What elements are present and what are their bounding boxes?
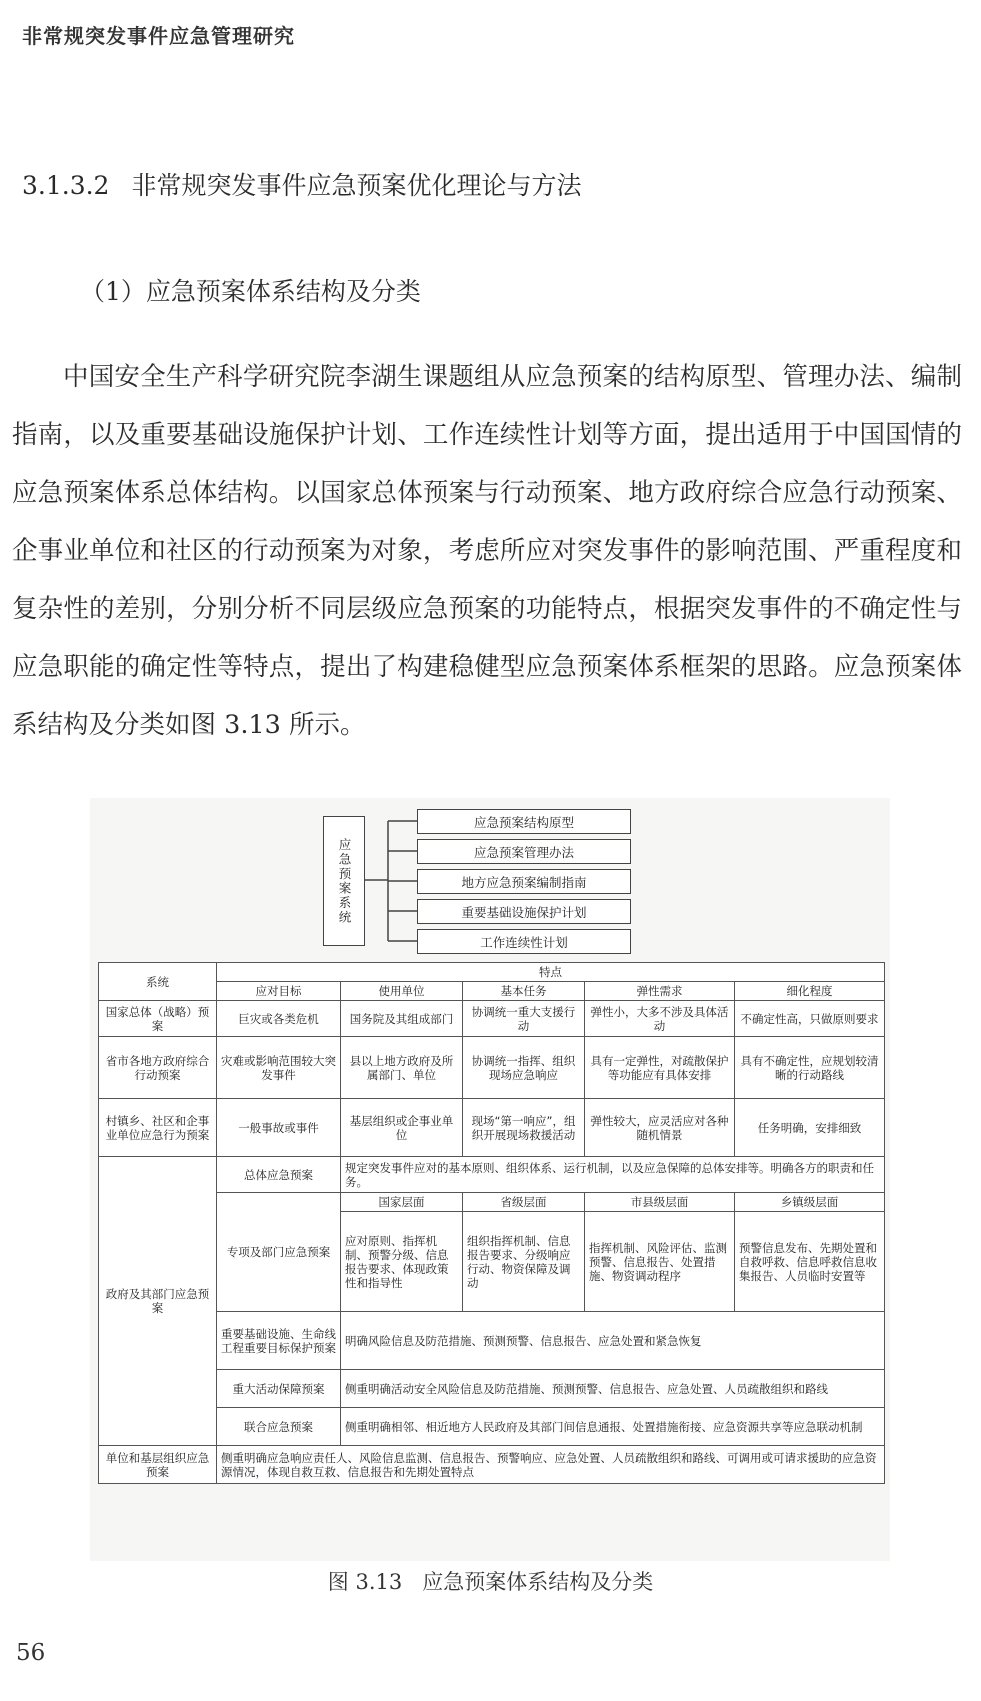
level-header: 市县级层面 [585, 1193, 735, 1212]
level-content: 应对原则、指挥机制、预警分级、信息报告要求、体现政策性和指导性 [341, 1212, 463, 1312]
table-cell: 巨灾或各类危机 [217, 1001, 341, 1037]
tree-child-box: 工作连续性计划 [417, 929, 631, 954]
table-row [99, 1037, 885, 1099]
column-header: 细化程度 [735, 982, 885, 1001]
column-header: 使用单位 [341, 982, 463, 1001]
level-content: 指挥机制、风险评估、监测预警、信息报告、处置措施、物资调动程序 [585, 1212, 735, 1312]
table-cell: 任务明确，安排细致 [735, 1099, 885, 1157]
level-header: 乡镇级层面 [735, 1193, 885, 1212]
table-cell: 协调统一指挥、组织现场应急响应 [463, 1037, 585, 1099]
tree-child-box: 地方应急预案编制指南 [417, 869, 631, 894]
section-title: 非常规突发事件应急预案优化理论与方法 [131, 171, 582, 200]
body-paragraph: 中国安全生产科学研究院李湖生课题组从应急预案的结构原型、管理办法、编制指南，以及重要基础设施保护计划、工作连续性计划等方面，提出适用于中国国情的应急预案体系总体结构。以国家总体预案与行动预案、地方政府综合应急行动预案、企事业单位和社区的行动预案为对象，考虑所应对突发事件的影响范围、严重程度和复杂性的差别，分别分析不同层级应急预案的功能特点，根据突发事件的不确定性与应急职能的确定性等特点，提出了构建稳健型应急预案体系框架的思路。应急预案体系结构及分类如图 3.13 所示。 [12, 362, 962, 740]
table-cell: 具有一定弹性，对疏散保护等功能应有具体安排 [585, 1037, 735, 1099]
column-header: 弹性需求 [585, 982, 735, 1001]
tree-child-box: 应急预案结构原型 [417, 809, 631, 834]
table-row [99, 1193, 885, 1212]
joint-plan-name: 联合应急预案 [217, 1408, 341, 1446]
level-content: 组织指挥机制、信息报告要求、分级响应行动、物资保障及调动 [463, 1212, 585, 1312]
row-system: 村镇乡、社区和企事业单位应急行为预案 [99, 1099, 217, 1157]
joint-plan-desc: 侧重明确相邻、相近地方人民政府及其部门间信息通报、处置措施衔接、应急资源共享等应急联动机制 [341, 1408, 885, 1446]
table-cell: 灾难或影响范围较大突发事件 [217, 1037, 341, 1099]
general-plan-desc: 规定突发事件应对的基本原则、组织体系、运行机制，以及应急保障的总体安排等。明确各方的职责和任务。 [341, 1157, 885, 1193]
general-plan-name: 总体应急预案 [217, 1157, 341, 1193]
table-row [99, 1099, 885, 1157]
figure-3-13 [90, 798, 890, 1561]
level-header: 国家层面 [341, 1193, 463, 1212]
subsection-heading: （1）应急预案体系结构及分类 [80, 277, 421, 306]
table-cell: 一般事故或事件 [217, 1099, 341, 1157]
table-cell: 具有不确定性，应规划较清晰的行动路线 [735, 1037, 885, 1099]
caption-number: 图 3.13 [327, 1570, 403, 1594]
caption-title: 应急预案体系结构及分类 [422, 1570, 654, 1594]
column-header: 基本任务 [463, 982, 585, 1001]
gov-plans-label: 政府及其部门应急预案 [99, 1157, 217, 1446]
row-system: 省市各地方政府综合行动预案 [99, 1037, 217, 1099]
page-number: 56 [16, 1640, 46, 1666]
section-heading [22, 166, 581, 202]
header-system: 系统 [99, 963, 217, 1001]
unit-plan-name: 单位和基层组织应急预案 [99, 1446, 217, 1484]
level-header: 省级层面 [463, 1193, 585, 1212]
classification-table [98, 962, 885, 1484]
table-row [99, 1001, 885, 1037]
table-cell: 现场“第一响应”，组织开展现场救援活动 [463, 1099, 585, 1157]
running-header: 非常规突发事件应急管理研究 [22, 24, 295, 48]
table-header-row [99, 963, 885, 982]
unit-plan-desc: 侧重明确应急响应责任人、风险信息监测、信息报告、预警响应、应急处置、人员疏散组织和路线、可调用或可请求援助的应急资源情况，体现自救互救、信息报告和先期处置特点 [217, 1446, 885, 1484]
level-content: 预警信息发布、先期处置和自救呼救、信息呼救信息收集报告、人员临时安置等 [735, 1212, 885, 1312]
column-header: 应对目标 [217, 982, 341, 1001]
special-plan-name: 专项及部门应急预案 [217, 1193, 341, 1312]
event-plan-desc: 侧重明确活动安全风险信息及防范措施、预测预警、信息报告、应急处置、人员疏散组织和路线 [341, 1370, 885, 1408]
table-cell: 县以上地方政府及所属部门、单位 [341, 1037, 463, 1099]
table-row [99, 1446, 885, 1484]
table-cell: 国务院及其组成部门 [341, 1001, 463, 1037]
table-row [99, 1312, 885, 1370]
infra-plan-desc: 明确风险信息及防范措施、预测预警、信息报告、应急处置和紧急恢复 [341, 1312, 885, 1370]
table-header-row [99, 982, 885, 1001]
infra-plan-name: 重要基础设施、生命线工程重要目标保护预案 [217, 1312, 341, 1370]
header-features: 特点 [217, 963, 885, 982]
table-row [99, 1370, 885, 1408]
table-row [99, 1408, 885, 1446]
figure-image [90, 798, 890, 1561]
table-cell: 弹性小，大多不涉及具体活动 [585, 1001, 735, 1037]
tree-root-box: 应急预案系统 [323, 816, 365, 946]
tree-child-box: 重要基础设施保护计划 [417, 899, 631, 924]
table-cell: 不确定性高，只做原则要求 [735, 1001, 885, 1037]
table-cell: 基层组织或企事业单位 [341, 1099, 463, 1157]
figure-caption [0, 1566, 981, 1596]
table-cell: 协调统一重大支援行动 [463, 1001, 585, 1037]
event-plan-name: 重大活动保障预案 [217, 1370, 341, 1408]
row-system: 国家总体（战略）预案 [99, 1001, 217, 1037]
section-number: 3.1.3.2 [22, 171, 110, 200]
table-cell: 弹性较大，应灵活应对各种随机情景 [585, 1099, 735, 1157]
tree-child-box: 应急预案管理办法 [417, 839, 631, 864]
table-row [99, 1157, 885, 1193]
